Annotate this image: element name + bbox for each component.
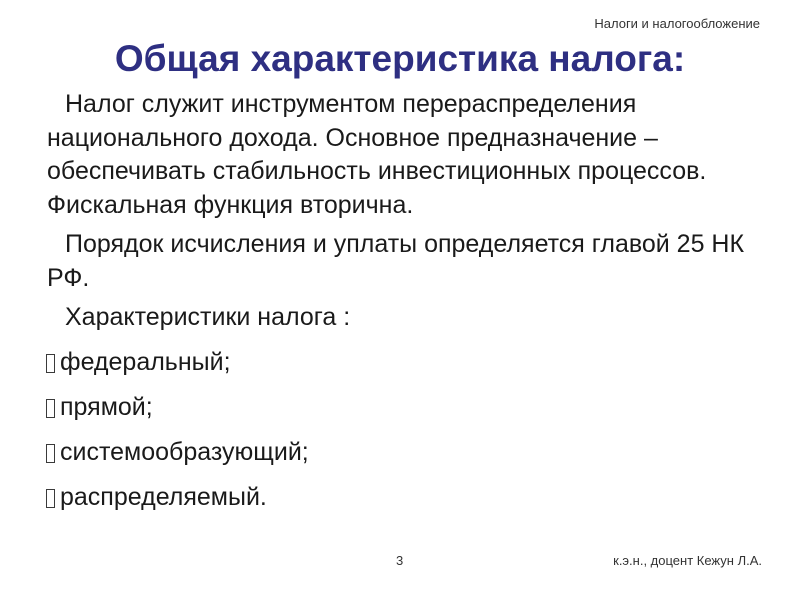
list-item-label: системообразующий; (60, 438, 309, 467)
list-item (46, 386, 777, 431)
bullet-box-icon (46, 399, 55, 418)
slide-content (47, 88, 777, 521)
list-item (46, 341, 777, 386)
characteristics-list (47, 341, 777, 521)
paragraph-characteristics-heading: Характеристики налога : (65, 303, 351, 331)
bullet-box-icon (46, 489, 55, 508)
list-item (46, 431, 777, 476)
list-item-label: распределяемый. (60, 483, 267, 512)
list-item (46, 476, 777, 521)
bullet-box-icon (46, 444, 55, 463)
paragraph-tax-role: Налог служит инструментом перераспределения национального дохода. Основное предназначение – обеспечивать стабильность инвестиционных процессов. Фискальная функция вторична. (47, 90, 707, 219)
slide-title: Общая характеристика налога: (114, 38, 686, 79)
paragraph-tax-procedure: Порядок исчисления и уплаты определяется главой 25 НК РФ. (47, 230, 745, 292)
bullet-box-icon (46, 354, 55, 373)
author-credit: к.э.н., доцент Кежун Л.А. (613, 553, 762, 568)
header-note: Налоги и налогообложение (594, 16, 760, 31)
list-item-label: федеральный; (60, 348, 231, 377)
list-item-label: прямой; (60, 393, 153, 422)
page-number: 3 (396, 553, 404, 568)
